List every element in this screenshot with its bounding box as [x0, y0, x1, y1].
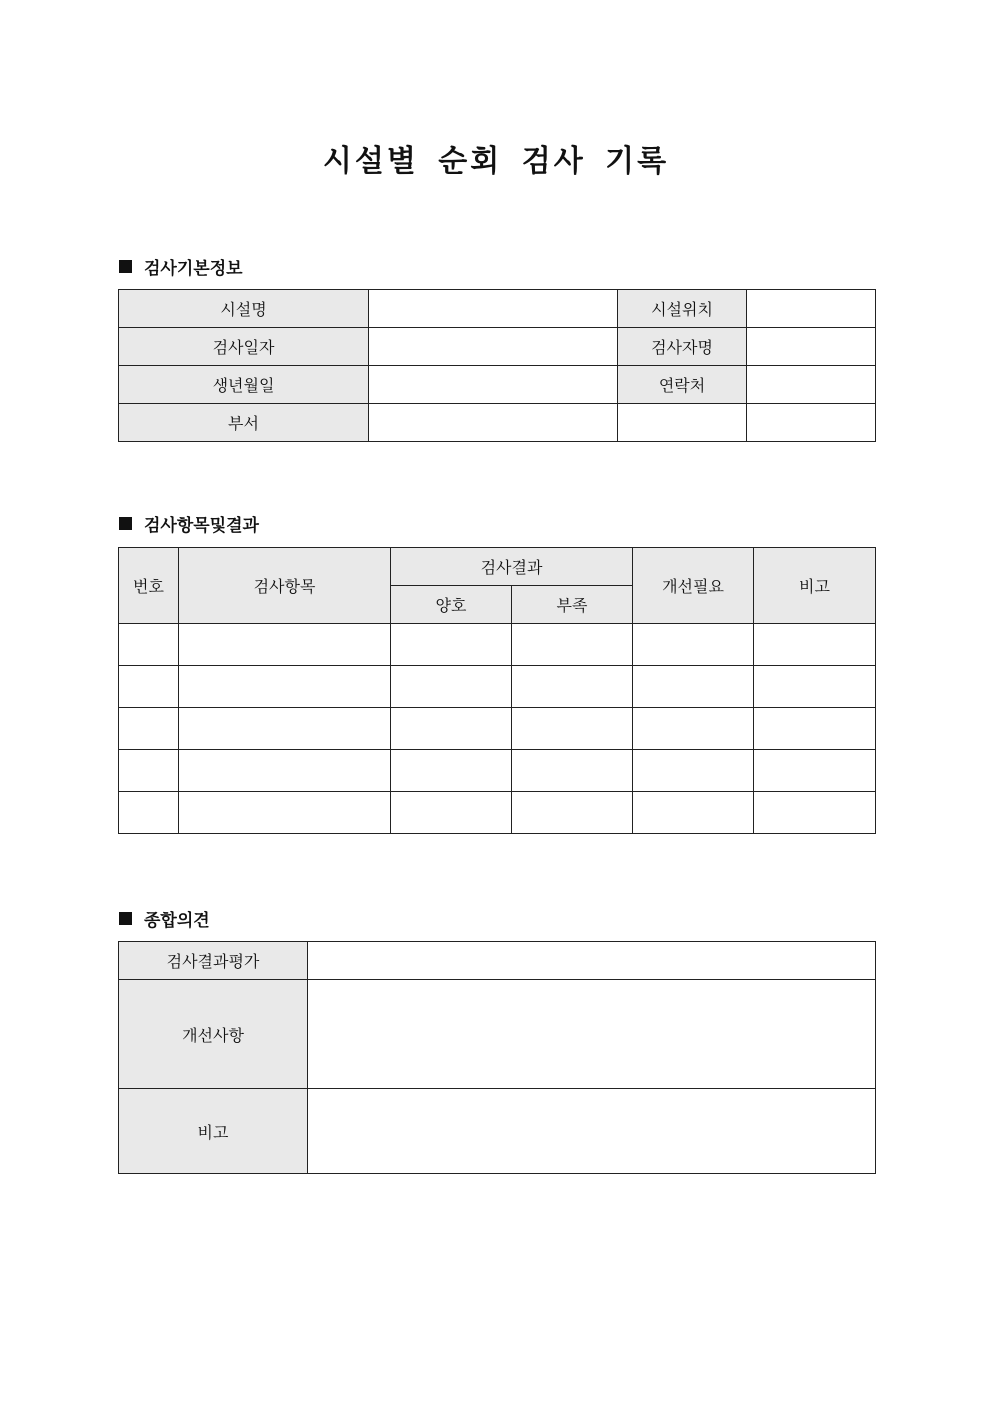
- improvements-field[interactable]: [308, 980, 876, 1089]
- improve-cell[interactable]: [633, 666, 754, 708]
- item-cell[interactable]: [179, 792, 391, 834]
- header-improve: 개선필요: [633, 548, 754, 624]
- improve-cell[interactable]: [633, 624, 754, 666]
- table-header-row: [119, 548, 876, 586]
- improve-cell[interactable]: [633, 750, 754, 792]
- remark-cell[interactable]: [754, 750, 876, 792]
- table-row: [119, 980, 876, 1089]
- empty-cell[interactable]: [747, 404, 876, 442]
- poor-cell[interactable]: [512, 792, 633, 834]
- department-label: 부서: [119, 404, 369, 442]
- square-bullet-icon: [119, 912, 132, 925]
- no-cell[interactable]: [119, 750, 179, 792]
- good-cell[interactable]: [391, 666, 512, 708]
- section-heading-label: 종합의견: [144, 911, 210, 931]
- basic-info-table: [118, 289, 876, 442]
- header-no: 번호: [119, 548, 179, 624]
- summary-table: [118, 941, 876, 1174]
- poor-cell[interactable]: [512, 708, 633, 750]
- no-cell[interactable]: [119, 624, 179, 666]
- birthdate-field[interactable]: [369, 366, 618, 404]
- section-heading-label: 검사항목및결과: [144, 516, 259, 536]
- poor-cell[interactable]: [512, 666, 633, 708]
- section-heading-summary: [119, 906, 210, 931]
- item-cell[interactable]: [179, 624, 391, 666]
- contact-label: 연락처: [618, 366, 747, 404]
- remark-cell[interactable]: [754, 624, 876, 666]
- section-heading-label: 검사기본정보: [144, 259, 243, 279]
- table-row: [119, 366, 876, 404]
- header-item: 검사항목: [179, 548, 391, 624]
- facility-location-field[interactable]: [747, 290, 876, 328]
- item-cell[interactable]: [179, 708, 391, 750]
- facility-name-field[interactable]: [369, 290, 618, 328]
- page-title: 시설별 순회 검사 기록: [322, 144, 670, 179]
- table-row: [119, 328, 876, 366]
- no-cell[interactable]: [119, 666, 179, 708]
- empty-cell[interactable]: [618, 404, 747, 442]
- good-cell[interactable]: [391, 750, 512, 792]
- table-row: [119, 666, 876, 708]
- inspection-date-label: 검사일자: [119, 328, 369, 366]
- table-row: [119, 624, 876, 666]
- header-good: 양호: [391, 586, 512, 624]
- good-cell[interactable]: [391, 708, 512, 750]
- table-row: [119, 708, 876, 750]
- table-row: [119, 404, 876, 442]
- header-result: 검사결과: [391, 548, 633, 586]
- section-heading-items: [119, 511, 259, 536]
- item-cell[interactable]: [179, 666, 391, 708]
- improvements-label: 개선사항: [119, 980, 308, 1089]
- contact-field[interactable]: [747, 366, 876, 404]
- square-bullet-icon: [119, 260, 132, 273]
- table-row: [119, 942, 876, 980]
- poor-cell[interactable]: [512, 750, 633, 792]
- header-poor: 부족: [512, 586, 633, 624]
- department-field[interactable]: [369, 404, 618, 442]
- remarks-label: 비고: [119, 1089, 308, 1174]
- remark-cell[interactable]: [754, 708, 876, 750]
- no-cell[interactable]: [119, 708, 179, 750]
- no-cell[interactable]: [119, 792, 179, 834]
- table-row: [119, 290, 876, 328]
- facility-location-label: 시설위치: [618, 290, 747, 328]
- inspection-date-field[interactable]: [369, 328, 618, 366]
- inspection-items-table: [118, 547, 876, 834]
- remark-cell[interactable]: [754, 792, 876, 834]
- header-remark: 비고: [754, 548, 876, 624]
- facility-name-label: 시설명: [119, 290, 369, 328]
- remark-cell[interactable]: [754, 666, 876, 708]
- improve-cell[interactable]: [633, 792, 754, 834]
- table-row: [119, 750, 876, 792]
- good-cell[interactable]: [391, 792, 512, 834]
- square-bullet-icon: [119, 517, 132, 530]
- poor-cell[interactable]: [512, 624, 633, 666]
- inspector-name-field[interactable]: [747, 328, 876, 366]
- table-row: [119, 792, 876, 834]
- table-row: [119, 1089, 876, 1174]
- section-heading-basic: [119, 254, 243, 279]
- item-cell[interactable]: [179, 750, 391, 792]
- good-cell[interactable]: [391, 624, 512, 666]
- inspector-name-label: 검사자명: [618, 328, 747, 366]
- remarks-field[interactable]: [308, 1089, 876, 1174]
- birthdate-label: 생년월일: [119, 366, 369, 404]
- evaluation-label: 검사결과평가: [119, 942, 308, 980]
- improve-cell[interactable]: [633, 708, 754, 750]
- evaluation-field[interactable]: [308, 942, 876, 980]
